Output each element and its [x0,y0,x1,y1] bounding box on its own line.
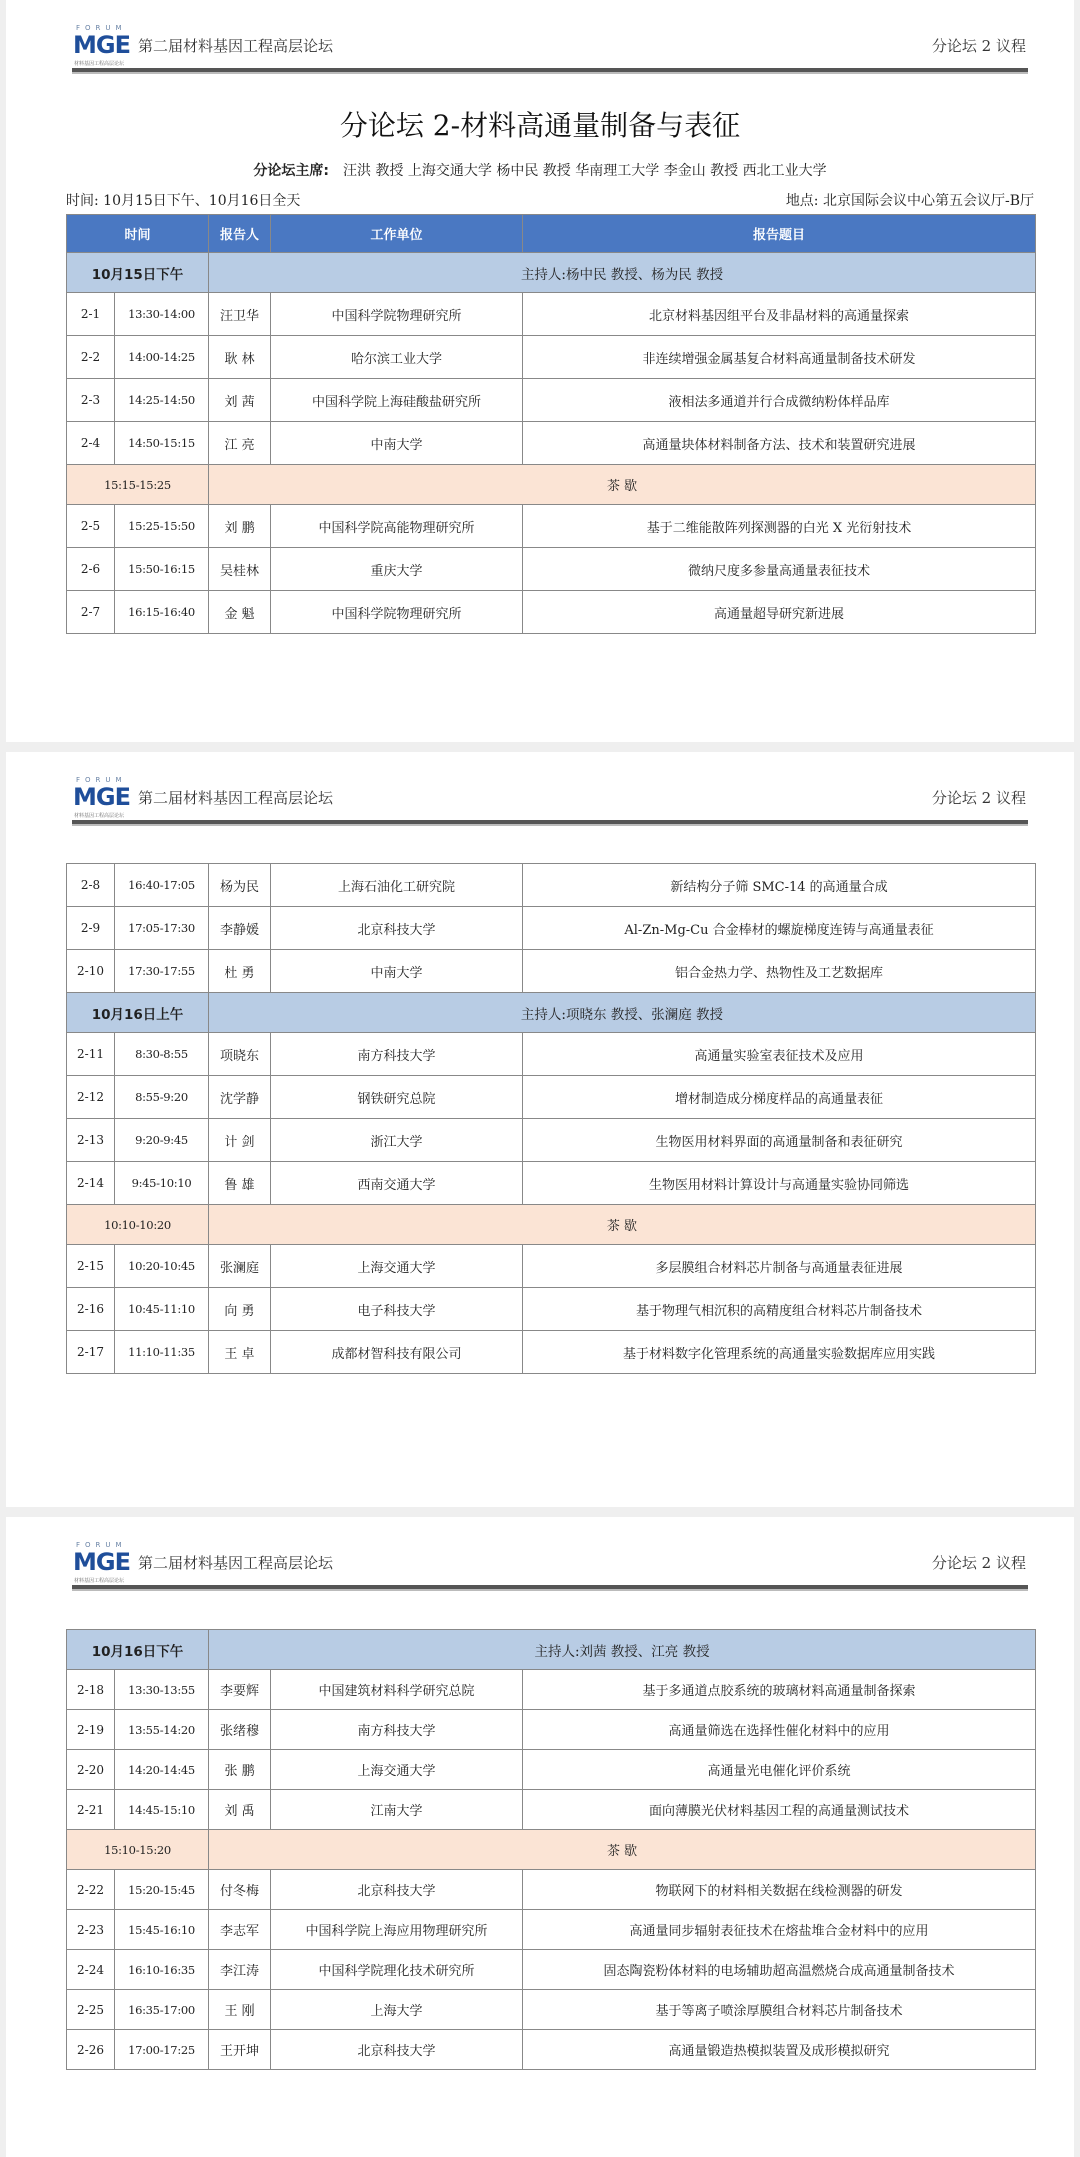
talk-organization: 上海大学 [271,1990,523,2030]
talk-speaker: 杜 勇 [209,950,271,993]
talk-topic: 高通量超导研究新进展 [523,591,1036,634]
agenda-table [66,863,1036,1374]
session-tag: 分论坛 2 议程 [931,37,1026,55]
talk-number: 2-1 [67,293,115,336]
talk-organization: 北京科技大学 [271,1870,523,1910]
talk-row [67,293,1036,336]
talk-time: 15:25-15:50 [115,505,209,548]
session-host: 主持人:项晓东 教授、张澜庭 教授 [209,993,1036,1033]
talk-speaker: 李静媛 [209,907,271,950]
forum-name: 第二届材料基因工程高层论坛 [138,789,334,807]
talk-row [67,336,1036,379]
talk-time: 9:45-10:10 [115,1162,209,1205]
talk-row [67,1910,1036,1950]
talk-time: 14:25-14:50 [115,379,209,422]
session-date: 10月15日下午 [67,253,209,293]
talk-topic: 高通量实验室表征技术及应用 [523,1033,1036,1076]
chairs-names: 汪洪 教授 上海交通大学 杨中民 教授 华南理工大学 李金山 教授 西北工业大学 [343,163,827,179]
page-header [72,1541,1028,1589]
talk-number: 2-13 [67,1119,115,1162]
talk-organization: 中国建筑材料科学研究总院 [271,1670,523,1710]
talk-topic: 基于二维能散阵列探测器的白光 X 光衍射技术 [523,505,1036,548]
talk-row [67,548,1036,591]
talk-time: 13:55-14:20 [115,1710,209,1750]
header-divider [72,820,1028,826]
talk-organization: 中国科学院理化技术研究所 [271,1950,523,1990]
forum-name: 第二届材料基因工程高层论坛 [138,1554,334,1572]
talk-time: 16:15-16:40 [115,591,209,634]
break-label: 茶 歇 [209,1830,1036,1870]
talk-topic: 北京材料基因组平台及非晶材料的高通量探索 [523,293,1036,336]
talk-time: 15:50-16:15 [115,548,209,591]
talk-organization: 哈尔滨工业大学 [271,336,523,379]
session-location: 地点: 北京国际会议中心第五会议厅-B厅 [785,193,1034,209]
mge-logo: FORUM MGE 材料基因工程高层论坛 [73,776,130,819]
talk-organization: 西南交通大学 [271,1162,523,1205]
session-host: 主持人:杨中民 教授、杨为民 教授 [209,253,1036,293]
talk-number: 2-10 [67,950,115,993]
session-date: 10月16日下午 [67,1630,209,1670]
talk-topic: 高通量筛选在选择性催化材料中的应用 [523,1710,1036,1750]
agenda-page-3 [6,1517,1074,2157]
talk-organization: 中国科学院上海应用物理研究所 [271,1910,523,1950]
talk-speaker: 张绪穆 [209,1710,271,1750]
talk-speaker: 刘 禹 [209,1790,271,1830]
col-topic: 报告题目 [523,215,1036,253]
talk-time: 14:00-14:25 [115,336,209,379]
talk-time: 14:45-15:10 [115,1790,209,1830]
talk-time: 11:10-11:35 [115,1331,209,1374]
talk-row [67,1670,1036,1710]
page-title: 分论坛 2-材料高通量制备与表征 [339,109,741,142]
talk-speaker: 王 刚 [209,1990,271,2030]
table-header [67,215,1036,253]
talk-row [67,422,1036,465]
talk-organization: 中南大学 [271,950,523,993]
talk-time: 14:50-15:15 [115,422,209,465]
agenda-table [66,214,1036,634]
talk-organization: 中国科学院上海硅酸盐研究所 [271,379,523,422]
talk-number: 2-20 [67,1750,115,1790]
talk-row [67,1990,1036,2030]
header-divider [72,68,1028,74]
talk-speaker: 向 勇 [209,1288,271,1331]
talk-speaker: 项晓东 [209,1033,271,1076]
agenda-table [66,1629,1036,2070]
talk-number: 2-16 [67,1288,115,1331]
talk-organization: 上海石油化工研究院 [271,864,523,907]
talk-number: 2-3 [67,379,115,422]
talk-row [67,1750,1036,1790]
talk-number: 2-5 [67,505,115,548]
talk-topic: 基于多通道点胶系统的玻璃材料高通量制备探索 [523,1670,1036,1710]
talk-organization: 上海交通大学 [271,1750,523,1790]
talk-row [67,1331,1036,1374]
talk-speaker: 鲁 雄 [209,1162,271,1205]
talk-time: 17:30-17:55 [115,950,209,993]
talk-topic: Al-Zn-Mg-Cu 合金棒材的螺旋梯度连铸与高通量表征 [523,907,1036,950]
talk-speaker: 吴桂林 [209,548,271,591]
talk-speaker: 金 魁 [209,591,271,634]
talk-time: 16:10-16:35 [115,1950,209,1990]
talk-time: 10:20-10:45 [115,1245,209,1288]
tea-break-row [67,465,1036,505]
talk-topic: 物联网下的材料相关数据在线检测器的研发 [523,1870,1036,1910]
talk-time: 17:05-17:30 [115,907,209,950]
session-chairs [6,160,1074,180]
mge-logo: FORUM MGE 材料基因工程高层论坛 [73,24,130,67]
talk-organization: 南方科技大学 [271,1033,523,1076]
break-time: 10:10-10:20 [67,1205,209,1245]
talk-number: 2-21 [67,1790,115,1830]
session-host: 主持人:刘茜 教授、江亮 教授 [209,1630,1036,1670]
talk-row [67,1245,1036,1288]
talk-organization: 中南大学 [271,422,523,465]
talk-speaker: 江 亮 [209,422,271,465]
talk-speaker: 李要辉 [209,1670,271,1710]
talk-row [67,907,1036,950]
page-header [72,24,1028,72]
talk-time: 16:35-17:00 [115,1990,209,2030]
col-speaker: 报告人 [209,215,271,253]
chairs-label: 分论坛主席: [253,163,329,179]
talk-number: 2-24 [67,1950,115,1990]
agenda-page-2 [6,752,1074,1507]
talk-row [67,1076,1036,1119]
page-header [72,776,1028,824]
talk-row [67,505,1036,548]
talk-time: 15:20-15:45 [115,1870,209,1910]
talk-organization: 中国科学院物理研究所 [271,591,523,634]
talk-time: 16:40-17:05 [115,864,209,907]
talk-number: 2-4 [67,422,115,465]
talk-number: 2-18 [67,1670,115,1710]
talk-number: 2-25 [67,1990,115,2030]
talk-speaker: 张 鹏 [209,1750,271,1790]
talk-topic: 高通量块体材料制备方法、技术和装置研究进展 [523,422,1036,465]
agenda-page-1 [6,0,1074,742]
talk-row [67,1033,1036,1076]
talk-row [67,2030,1036,2070]
talk-number: 2-17 [67,1331,115,1374]
talk-speaker: 沈学静 [209,1076,271,1119]
talk-topic: 非连续增强金属基复合材料高通量制备技术研发 [523,336,1036,379]
talk-organization: 江南大学 [271,1790,523,1830]
talk-row [67,1162,1036,1205]
talk-row [67,1119,1036,1162]
talk-organization: 成都材智科技有限公司 [271,1331,523,1374]
talk-topic: 基于材料数字化管理系统的高通量实验数据库应用实践 [523,1331,1036,1374]
session-row [67,1630,1036,1670]
col-org: 工作单位 [271,215,523,253]
talk-topic: 微纳尺度多参量高通量表征技术 [523,548,1036,591]
talk-row [67,1790,1036,1830]
talk-topic: 高通量同步辐射表征技术在熔盐堆合金材料中的应用 [523,1910,1036,1950]
talk-speaker: 杨为民 [209,864,271,907]
talk-time: 17:00-17:25 [115,2030,209,2070]
talk-time: 9:20-9:45 [115,1119,209,1162]
talk-organization: 中国科学院高能物理研究所 [271,505,523,548]
talk-number: 2-15 [67,1245,115,1288]
talk-number: 2-12 [67,1076,115,1119]
talk-topic: 新结构分子筛 SMC-14 的高通量合成 [523,864,1036,907]
talk-topic: 多层膜组合材料芯片制备与高通量表征进展 [523,1245,1036,1288]
talk-speaker: 刘 茜 [209,379,271,422]
talk-speaker: 计 剑 [209,1119,271,1162]
talk-speaker: 李志军 [209,1910,271,1950]
break-time: 15:10-15:20 [67,1830,209,1870]
talk-time: 13:30-14:00 [115,293,209,336]
talk-topic: 生物医用材料界面的高通量制备和表征研究 [523,1119,1036,1162]
talk-row [67,1710,1036,1750]
talk-time: 15:45-16:10 [115,1910,209,1950]
session-row [67,993,1036,1033]
col-time: 时间 [67,215,209,253]
talk-topic: 固态陶瓷粉体材料的电场辅助超高温燃烧合成高通量制备技术 [523,1950,1036,1990]
talk-speaker: 王 卓 [209,1331,271,1374]
talk-organization: 浙江大学 [271,1119,523,1162]
header-divider [72,1585,1028,1591]
talk-row [67,379,1036,422]
talk-time: 13:30-13:55 [115,1670,209,1710]
talk-row [67,1288,1036,1331]
break-label: 茶 歇 [209,1205,1036,1245]
break-label: 茶 歇 [209,465,1036,505]
talk-organization: 重庆大学 [271,548,523,591]
talk-organization: 钢铁研究总院 [271,1076,523,1119]
session-tag: 分论坛 2 议程 [931,789,1026,807]
talk-number: 2-19 [67,1710,115,1750]
session-row [67,253,1036,293]
session-date: 10月16日上午 [67,993,209,1033]
talk-topic: 生物医用材料计算设计与高通量实验协同筛选 [523,1162,1036,1205]
talk-time: 8:30-8:55 [115,1033,209,1076]
session-tag: 分论坛 2 议程 [931,1554,1026,1572]
talk-number: 2-6 [67,548,115,591]
talk-organization: 北京科技大学 [271,2030,523,2070]
talk-number: 2-9 [67,907,115,950]
talk-topic: 高通量锻造热模拟装置及成形模拟研究 [523,2030,1036,2070]
forum-name: 第二届材料基因工程高层论坛 [138,37,334,55]
tea-break-row [67,1830,1036,1870]
talk-topic: 铝合金热力学、热物性及工艺数据库 [523,950,1036,993]
talk-topic: 高通量光电催化评价系统 [523,1750,1036,1790]
talk-row [67,1870,1036,1910]
talk-speaker: 汪卫华 [209,293,271,336]
talk-time: 14:20-14:45 [115,1750,209,1790]
talk-row [67,864,1036,907]
talk-speaker: 王开坤 [209,2030,271,2070]
talk-number: 2-22 [67,1870,115,1910]
talk-row [67,950,1036,993]
talk-row [67,591,1036,634]
talk-topic: 液相法多通道并行合成微纳粉体样品库 [523,379,1036,422]
talk-organization: 北京科技大学 [271,907,523,950]
talk-topic: 基于物理气相沉积的高精度组合材料芯片制备技术 [523,1288,1036,1331]
talk-number: 2-14 [67,1162,115,1205]
talk-organization: 南方科技大学 [271,1710,523,1750]
mge-logo: FORUM MGE 材料基因工程高层论坛 [73,1541,130,1584]
talk-topic: 基于等离子喷涂厚膜组合材料芯片制备技术 [523,1990,1036,2030]
talk-time: 8:55-9:20 [115,1076,209,1119]
talk-speaker: 刘 鹏 [209,505,271,548]
talk-speaker: 付冬梅 [209,1870,271,1910]
talk-topic: 面向薄膜光伏材料基因工程的高通量测试技术 [523,1790,1036,1830]
talk-organization: 中国科学院物理研究所 [271,293,523,336]
talk-number: 2-2 [67,336,115,379]
time-location [66,190,1034,210]
talk-number: 2-11 [67,1033,115,1076]
talk-topic: 增材制造成分梯度样品的高通量表征 [523,1076,1036,1119]
session-time: 时间: 10月15日下午、10月16日全天 [66,193,301,209]
talk-number: 2-8 [67,864,115,907]
talk-speaker: 张澜庭 [209,1245,271,1288]
talk-number: 2-23 [67,1910,115,1950]
talk-speaker: 李江涛 [209,1950,271,1990]
talk-organization: 电子科技大学 [271,1288,523,1331]
talk-row [67,1950,1036,1990]
break-time: 15:15-15:25 [67,465,209,505]
tea-break-row [67,1205,1036,1245]
talk-time: 10:45-11:10 [115,1288,209,1331]
talk-number: 2-7 [67,591,115,634]
talk-speaker: 耿 林 [209,336,271,379]
talk-organization: 上海交通大学 [271,1245,523,1288]
talk-number: 2-26 [67,2030,115,2070]
